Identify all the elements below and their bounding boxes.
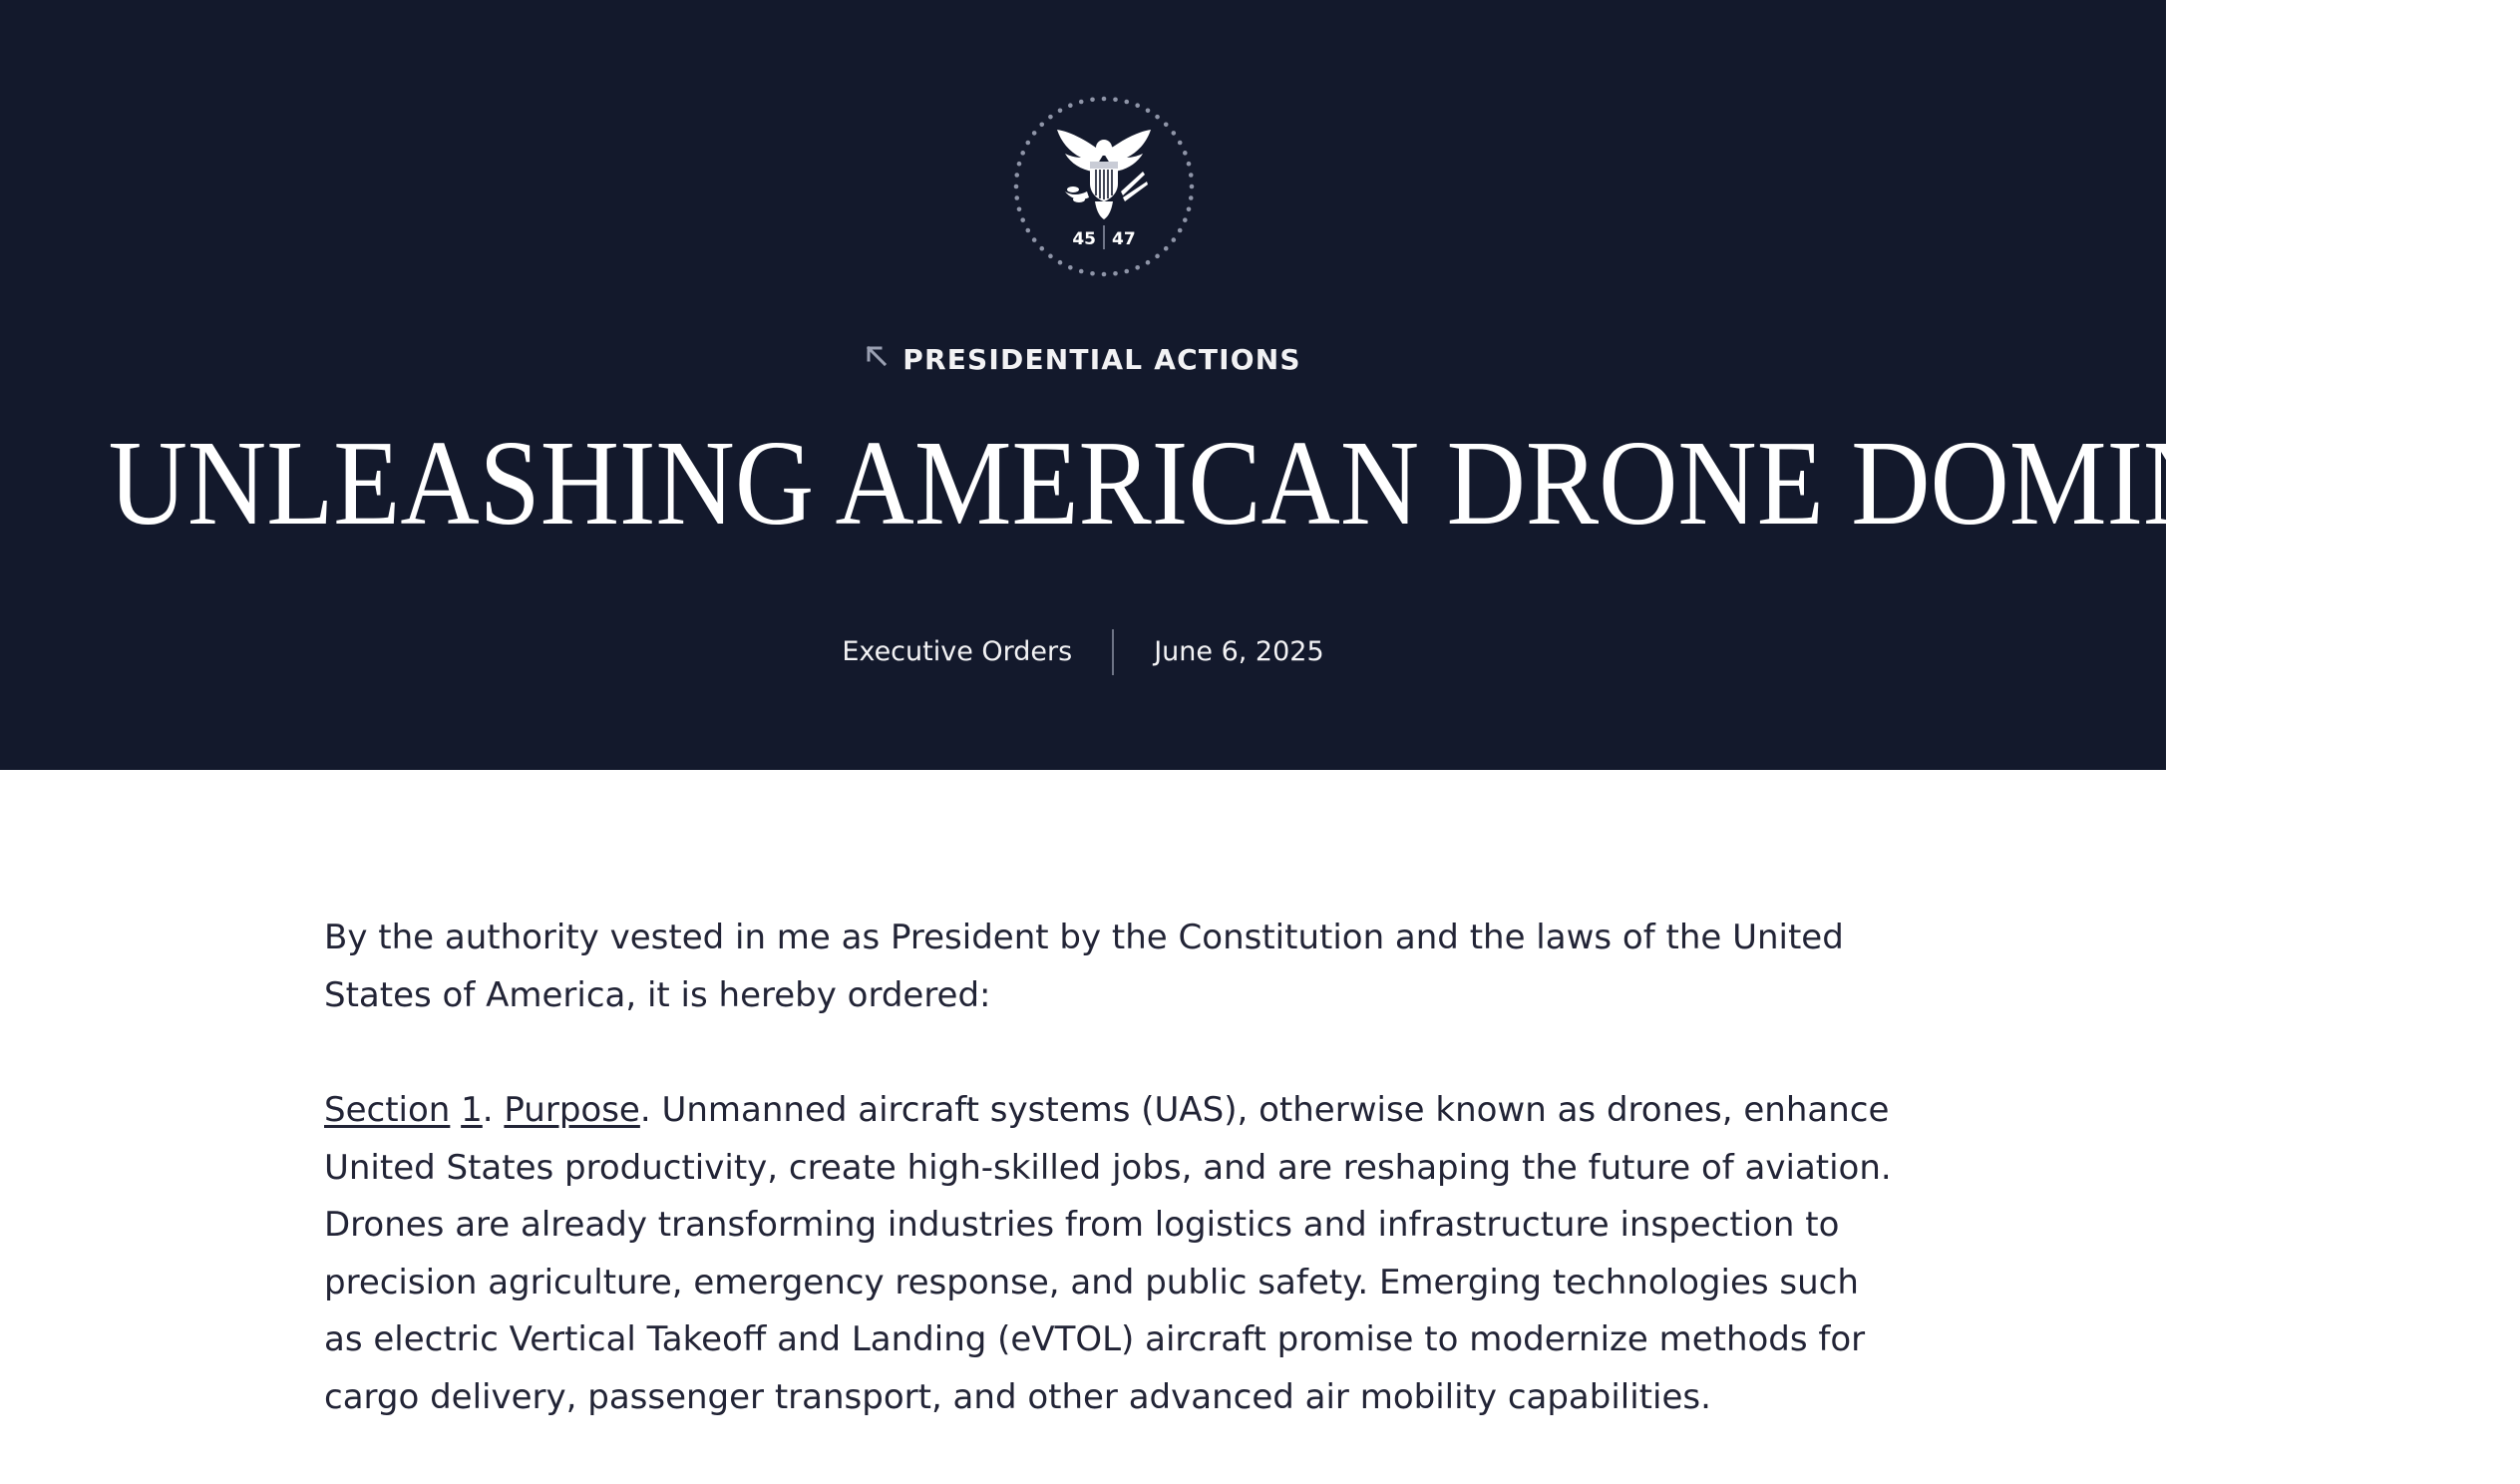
seal-star bbox=[1189, 173, 1194, 178]
seal-star bbox=[1058, 108, 1063, 113]
seal-star bbox=[1090, 97, 1095, 102]
article-meta bbox=[0, 628, 2166, 675]
seal-star bbox=[1068, 265, 1073, 270]
meta-date: June 6, 2025 bbox=[1154, 635, 1324, 667]
seal-star bbox=[1025, 141, 1030, 146]
seal-star bbox=[1079, 100, 1084, 105]
seal-star bbox=[1020, 151, 1025, 156]
section-text: Unmanned aircraft systems (UAS), otherwise known as drones, enhance United States productivity, create high-skilled jobs, and are reshaping the future of aviation. Drones are already transforming industries from logistics and infrastructure inspection to precision agriculture, emergency response, and public safety. Emerging technologies such as electric Vertical Takeoff and Landing (eVTOL) aircraft promise to modernize methods for cargo delivery, passenger transport, and other advanced air mobility capabilities. bbox=[324, 1090, 1892, 1417]
seal-number-right: 47 bbox=[1112, 229, 1136, 249]
seal-star bbox=[1187, 206, 1192, 211]
seal-star bbox=[1172, 237, 1177, 242]
seal-star bbox=[1113, 97, 1118, 102]
article-body bbox=[324, 910, 1900, 1484]
seal-star bbox=[1090, 271, 1095, 276]
seal-star bbox=[1124, 100, 1129, 105]
seal-star bbox=[1155, 115, 1160, 120]
seal-number-left: 45 bbox=[1072, 229, 1096, 249]
arrow-up-left-icon bbox=[865, 344, 889, 368]
section-1-paragraph: Section 1. Purpose. Unmanned aircraft systems (UAS), otherwise known as drones, enhance United States productivity, create high-skilled jobs, and are reshaping the future of aviation. Drones are already transforming industries from logistics and infrastructure inspection to precision agriculture, emergency response, and public safety. Emerging technologies such as electric Vertical Takeoff and Landing (eVTOL) aircraft promise to modernize methods for cargo delivery, passenger transport, and other advanced air mobility capabilities. bbox=[324, 1090, 1892, 1417]
meta-divider bbox=[1112, 629, 1114, 675]
seal-star bbox=[1017, 162, 1022, 167]
seal-star bbox=[1014, 185, 1019, 189]
seal-star bbox=[1039, 122, 1044, 127]
seal-star bbox=[1102, 272, 1107, 277]
preamble-paragraph: By the authority vested in me as President by the Constitution and the laws of the United States of America, it is hereby ordered: bbox=[324, 918, 1844, 1015]
seal-star bbox=[1079, 269, 1084, 274]
seal-star bbox=[1183, 217, 1188, 222]
section-heading: Purpose bbox=[504, 1090, 640, 1130]
seal-star bbox=[1187, 162, 1192, 167]
seal-star bbox=[1017, 206, 1022, 211]
seal-star bbox=[1189, 195, 1194, 200]
meta-type-link[interactable]: Executive Orders bbox=[842, 635, 1073, 667]
seal-star bbox=[1102, 97, 1107, 102]
page-title: UNLEASHING AMERICAN DRONE DOMINANCE bbox=[108, 416, 2520, 551]
seal-star bbox=[1164, 122, 1169, 127]
category-link[interactable] bbox=[0, 341, 2166, 376]
seal-star bbox=[1172, 131, 1177, 136]
seal-star bbox=[1146, 108, 1151, 113]
seal-star bbox=[1183, 151, 1188, 156]
seal-star bbox=[1155, 254, 1160, 259]
seal-star bbox=[1146, 260, 1151, 265]
seal-star bbox=[1014, 173, 1019, 178]
seal-star bbox=[1178, 228, 1183, 233]
seal-star bbox=[1135, 103, 1140, 108]
seal-star bbox=[1014, 195, 1019, 200]
seal-star bbox=[1068, 103, 1073, 108]
seal-star bbox=[1178, 141, 1183, 146]
seal-star bbox=[1025, 228, 1030, 233]
seal-star bbox=[1020, 217, 1025, 222]
seal-star bbox=[1190, 185, 1195, 189]
section-word: Section bbox=[324, 1090, 451, 1130]
category-label: PRESIDENTIAL ACTIONS bbox=[902, 342, 1301, 376]
seal-star bbox=[1039, 246, 1044, 251]
section-number: 1 bbox=[461, 1090, 483, 1130]
seal-star bbox=[1032, 131, 1037, 136]
seal-star bbox=[1058, 260, 1063, 265]
seal-star bbox=[1135, 265, 1140, 270]
seal-star bbox=[1048, 254, 1053, 259]
seal-star bbox=[1032, 237, 1037, 242]
seal-star bbox=[1048, 115, 1053, 120]
presidential-seal-icon bbox=[1009, 92, 1199, 281]
seal-star bbox=[1164, 246, 1169, 251]
seal-star bbox=[1113, 271, 1118, 276]
seal-star bbox=[1124, 269, 1129, 274]
